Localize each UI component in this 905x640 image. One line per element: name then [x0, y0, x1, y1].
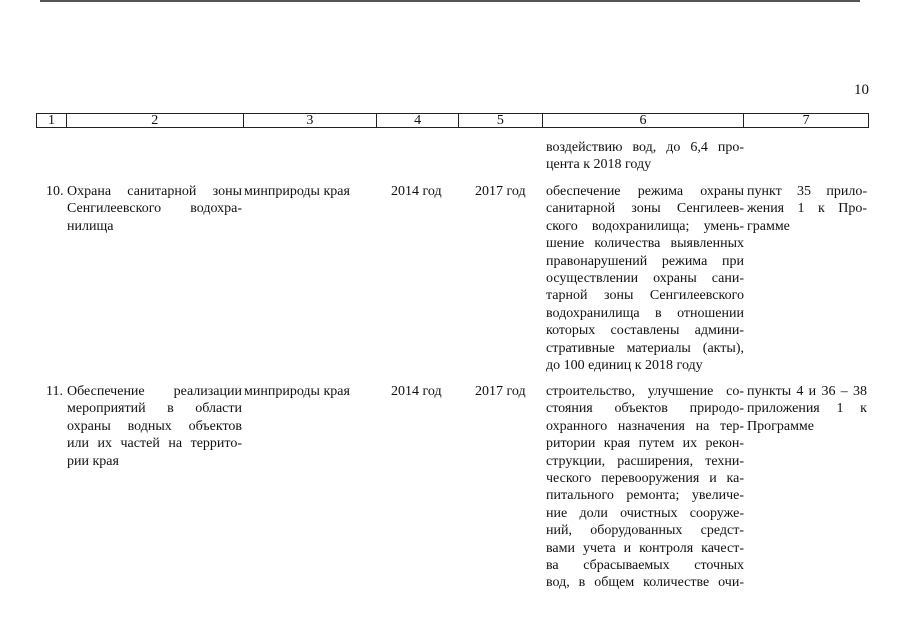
text-line: осуществлении охраны сани- — [546, 271, 744, 287]
text-line: шение количества выявленных — [546, 236, 744, 252]
header-col-7: 7 — [743, 114, 868, 127]
text-line: обеспечение режима охраны — [546, 184, 744, 199]
text-line: нилища — [67, 218, 114, 234]
text-line: вод, в общем количестве очи- — [546, 575, 744, 591]
text-line: водохранилища в отношении — [546, 305, 744, 321]
text-line: ва сбрасываемых сточных — [546, 558, 744, 574]
header-col-4: 4 — [376, 114, 458, 127]
text-line: санитарной зоны Сенгилеев- — [546, 201, 744, 217]
row-link — [747, 183, 867, 235]
header-col-6: 6 — [542, 114, 744, 127]
text-line: охраны водных объектов — [67, 418, 242, 434]
text-line: вами учета и контроля качест- — [546, 540, 744, 556]
continuation-col6 — [546, 139, 744, 174]
text-line: ние доли очистных сооруже- — [546, 505, 744, 521]
text-line: мероприятий в области — [67, 401, 242, 417]
row-number: 10. — [46, 184, 64, 199]
row-responsible: минприроды края — [244, 184, 350, 199]
text-line: ского водохранилища; умень- — [546, 218, 744, 234]
text-line: струкции, расширения, техни- — [546, 453, 744, 469]
text-line: охранного назначения на тер- — [546, 418, 744, 434]
row-end-year: 2017 год — [475, 184, 526, 199]
text-line: Охрана санитарной зоны — [67, 184, 242, 199]
header-col-2: 2 — [66, 114, 243, 127]
text-line: стративные материалы (акты), — [546, 340, 744, 356]
text-line: приложения 1 к — [747, 401, 867, 417]
text-line: строительство, улучшение со- — [546, 384, 744, 399]
text-line: цента к 2018 году — [546, 157, 652, 173]
top-rule — [40, 0, 860, 2]
text-line: пункты 4 и 36 – 38 — [747, 384, 867, 399]
row-measure-name — [67, 383, 242, 470]
text-line: пункт 35 прило- — [747, 184, 867, 199]
row-link — [747, 383, 867, 435]
row-responsible: минприроды края — [244, 384, 350, 399]
text-line: рии края — [67, 453, 119, 469]
header-col-1: 1 — [47, 113, 55, 128]
table-header-row — [36, 113, 869, 128]
header-col-3: 3 — [243, 114, 377, 127]
text-line: ческого перевооружения и ка- — [546, 471, 744, 487]
text-line: питального ремонта; увеличе- — [546, 488, 744, 504]
row-start-year: 2014 год — [391, 384, 442, 399]
text-line: которых составлены админи- — [546, 323, 744, 339]
text-line: или их частей на террито- — [67, 436, 242, 452]
text-line: грамме — [747, 218, 790, 234]
row-expected-result — [546, 383, 744, 592]
row-number: 11. — [46, 384, 63, 399]
text-line: жения 1 к Про- — [747, 201, 867, 217]
row-end-year: 2017 год — [475, 384, 526, 399]
text-line: стояния объектов природо- — [546, 401, 744, 417]
text-line: правонарушений режима при — [546, 253, 744, 269]
row-start-year: 2014 год — [391, 184, 442, 199]
text-line: Обеспечение реализации — [67, 384, 242, 399]
row-expected-result — [546, 183, 744, 374]
text-line: до 100 единиц к 2018 году — [546, 358, 703, 374]
row-measure-name — [67, 183, 242, 235]
page-number: 10 — [854, 82, 869, 98]
text-line: Сенгилеевского водохра- — [67, 201, 242, 217]
header-col-5: 5 — [458, 114, 542, 127]
text-line: ний, оборудованных средст- — [546, 523, 744, 539]
text-line: ритории края путем их рекон- — [546, 436, 744, 452]
text-line: Программе — [747, 418, 814, 434]
text-line: воздействию вод, до 6,4 про- — [546, 140, 744, 155]
text-line: тарной зоны Сенгилеевского — [546, 288, 744, 304]
